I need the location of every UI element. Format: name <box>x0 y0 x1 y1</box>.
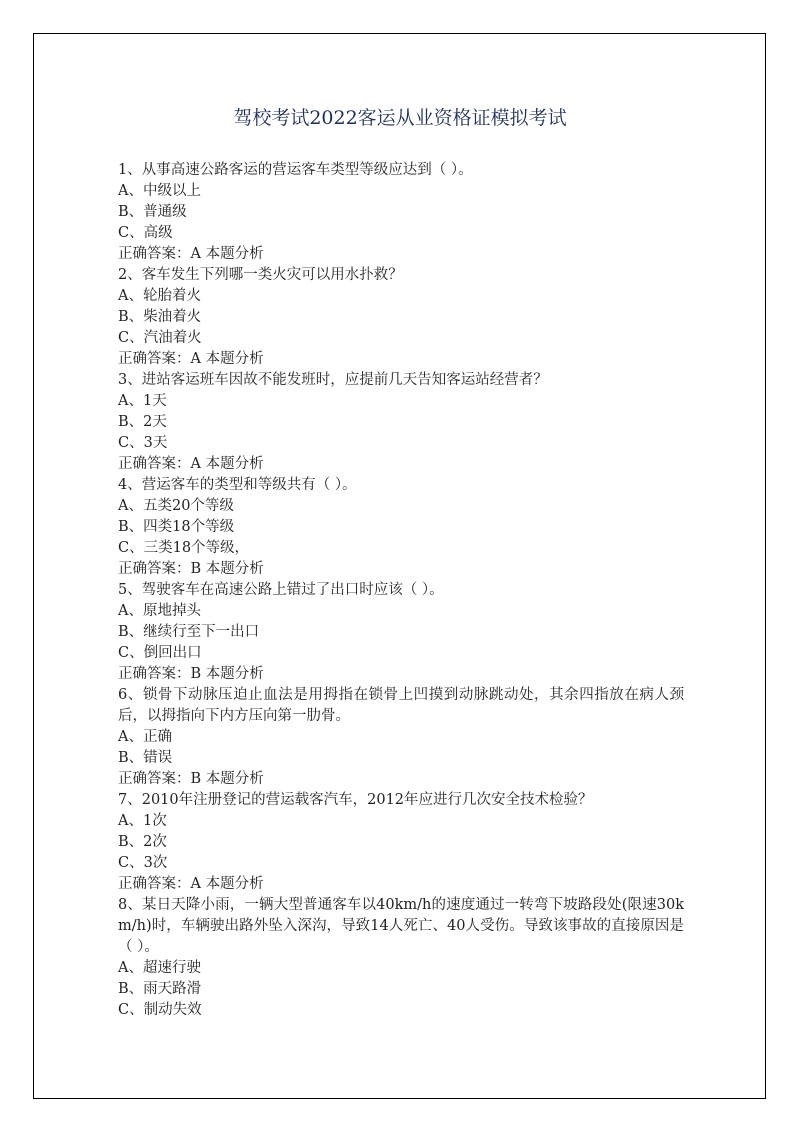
option-c: C、汽油着火 <box>118 330 202 346</box>
option-a: A、1次 <box>118 813 167 829</box>
option-a: A、五类20个等级 <box>118 498 234 514</box>
option-a: A、正确 <box>118 729 172 745</box>
question-list <box>118 160 684 1021</box>
question-5 <box>118 580 684 685</box>
correct-answer: 正确答案：B 本题分析 <box>118 561 264 577</box>
option-c: C、高级 <box>118 225 173 241</box>
question-text: 2、客车发生下列哪一类火灾可以用水扑救？ <box>118 267 403 283</box>
option-b: B、2次 <box>118 834 167 850</box>
question-text: 5、驾驶客车在高速公路上错过了出口时应该（ ）。 <box>118 582 444 598</box>
correct-answer: 正确答案：B 本题分析 <box>118 666 264 682</box>
question-text: 1、从事高速公路客运的营运客车类型等级应达到（ ）。 <box>118 162 473 178</box>
option-a: A、中级以上 <box>118 183 201 199</box>
option-b: B、继续行至下一出口 <box>118 624 260 640</box>
question-1 <box>118 160 684 265</box>
option-b: B、雨天路滑 <box>118 981 202 997</box>
option-c: C、三类18个等级， <box>118 540 250 556</box>
question-text: 6、锁骨下动脉压迫止血法是用拇指在锁骨上凹摸到动脉跳动处，其余四指放在病人颈后，以拇指向下内方压向第一肋骨。 <box>118 687 684 724</box>
option-c: C、3天 <box>118 435 168 451</box>
question-6 <box>118 685 684 790</box>
correct-answer: 正确答案：A 本题分析 <box>118 351 264 367</box>
option-a: A、轮胎着火 <box>118 288 201 304</box>
option-b: B、2天 <box>118 414 167 430</box>
option-c: C、制动失效 <box>118 1002 202 1018</box>
option-a: A、1天 <box>118 393 167 409</box>
correct-answer: 正确答案：A 本题分析 <box>118 876 264 892</box>
option-b: B、柴油着火 <box>118 309 202 325</box>
question-8 <box>118 895 684 1021</box>
option-c: C、倒回出口 <box>118 645 202 661</box>
correct-answer: 正确答案：A 本题分析 <box>118 456 264 472</box>
option-c: C、3次 <box>118 855 168 871</box>
correct-answer: 正确答案：A 本题分析 <box>118 246 264 262</box>
option-a: A、原地掉头 <box>118 603 201 619</box>
question-text: 8、某日天降小雨，一辆大型普通客车以40km/h的速度通过一转弯下坡路段处(限速30km/h)时，车辆驶出路外坠入深沟，导致14人死亡、40人受伤。导致该事故的直接原因是（ ）。 <box>118 897 684 955</box>
question-4 <box>118 475 684 580</box>
question-7 <box>118 790 684 895</box>
question-2 <box>118 265 684 370</box>
option-b: B、错误 <box>118 750 173 766</box>
question-text: 4、营运客车的类型和等级共有（ ）。 <box>118 477 357 493</box>
question-text: 7、2010年注册登记的营运载客汽车，2012年应进行几次安全技术检验？ <box>118 792 593 808</box>
option-b: B、普通级 <box>118 204 187 220</box>
correct-answer: 正确答案：B 本题分析 <box>118 771 264 787</box>
document-title: 驾校考试2022客运从业资格证模拟考试 <box>233 107 567 129</box>
question-text: 3、进站客运班车因故不能发班时，应提前几天告知客运站经营者？ <box>118 372 548 388</box>
option-b: B、四类18个等级 <box>118 519 235 535</box>
question-3 <box>118 370 684 475</box>
option-a: A、超速行驶 <box>118 960 201 976</box>
